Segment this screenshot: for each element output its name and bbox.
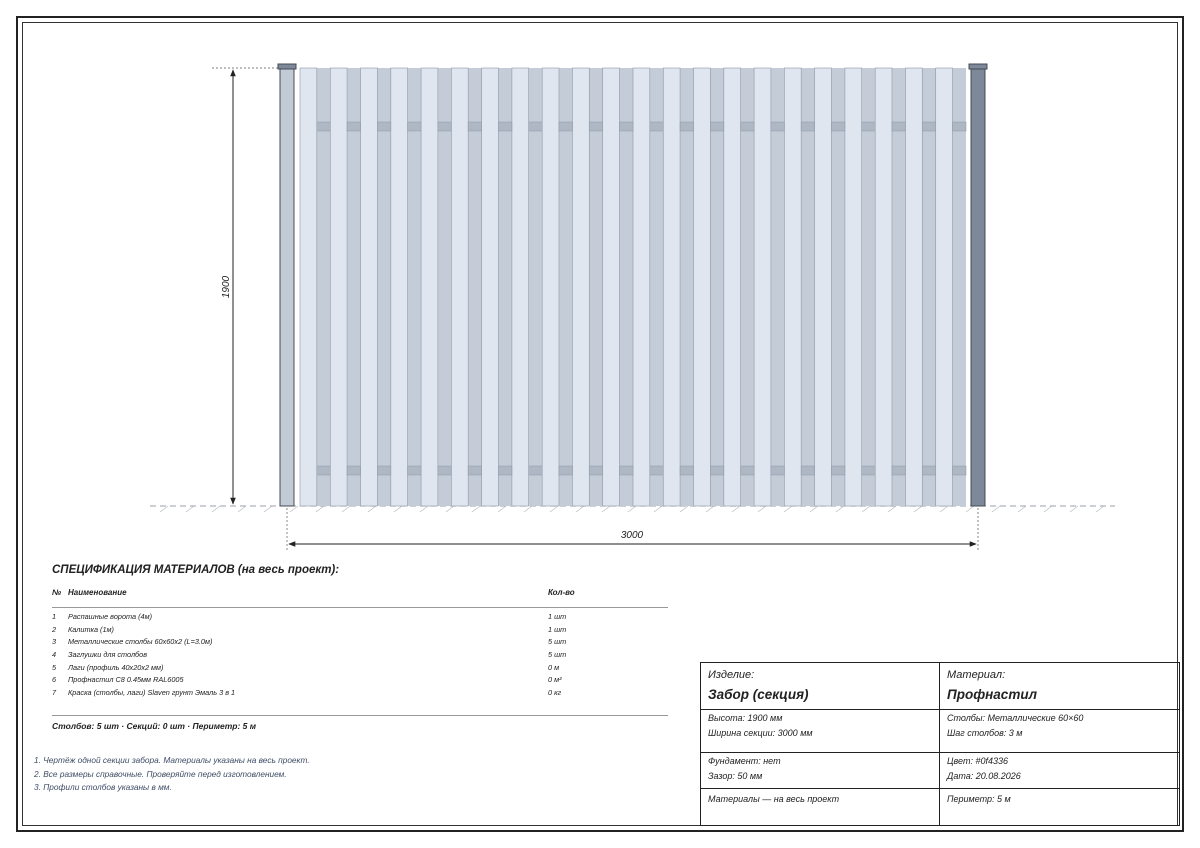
fence-rail-segment [650,122,663,131]
ground-hatch-mark [602,506,610,512]
fence-picket [330,68,347,506]
spec-row-name: Распашные ворота (4м) [68,612,152,621]
spec-row-qty: 0 м [548,662,560,672]
fence-picket [603,68,620,506]
spec-row [52,650,668,663]
fence-rail-segment [953,466,966,475]
spec-row [52,675,668,688]
fence-backing-board [559,68,572,506]
fence-backing-board [317,68,330,506]
title-block-divider-h2 [701,752,1179,753]
ground-hatch-mark [472,506,480,512]
ground-hatch-mark [654,506,662,512]
fence-backing-board [468,68,481,506]
ground-hatch-mark [368,506,376,512]
fence-backing-board [438,68,451,506]
fence-backing-board [771,68,784,506]
ground-hatch-mark [888,506,896,512]
ground-hatch-mark [342,506,350,512]
spec-row-no: 7 [52,688,57,698]
spec-row-qty: 5 шт [548,650,567,660]
fence-picket [724,68,741,506]
fence-rail-segment [862,466,875,475]
ground-hatch-mark [836,506,844,512]
fence-picket [451,68,468,506]
materials-spec [52,564,668,731]
fence-rail-segment [953,122,966,131]
fence-rail-segment [620,122,633,131]
ground-hatch-mark [394,506,402,512]
ground-hatch-mark [992,506,1000,512]
spec-row-no: 1 [52,612,57,621]
posts-value: Столбы: Металлические 60×60 [947,713,1084,723]
fence-rail-segment [559,122,572,131]
fence-rail-segment [529,122,542,131]
fence-backing-board [620,68,633,506]
ground-hatch-mark [810,506,818,512]
title-block [700,662,1180,826]
fence-rail-segment [922,122,935,131]
spec-summary: Столбов: 5 шт · Секций: 0 шт · Периметр: 5 м [52,715,668,731]
fence-rail-segment [438,466,451,475]
width-dimension-label: 3000 [620,530,644,541]
fence-pickets [300,68,966,506]
fence-rail-segment [680,122,693,131]
fence-picket [482,68,499,506]
fence-rail-segment [831,466,844,475]
note-3: 3. Профили столбов указаны в мм. [34,782,172,793]
spec-row-no: 5 [52,662,57,672]
perimeter-value: Периметр: 5 м [947,794,1011,804]
gap-value: Зазор: 50 мм [708,771,763,781]
spec-row-no: 3 [52,637,57,647]
post-cap-left [278,64,296,69]
ground-hatch-mark [784,506,792,512]
fence-rail-segment [529,466,542,475]
ground-hatch-mark [446,506,454,512]
fence-rail-segment [620,466,633,475]
fence-backing-board [529,68,542,506]
fence-backing-board [953,68,966,506]
spec-row-qty: 0 кг [548,688,562,698]
section-width-value: Ширина секции: 3000 мм [708,728,813,738]
ground-hatch-mark [238,506,246,512]
fence-rail-segment [498,122,511,131]
fence-rail-segment [650,466,663,475]
spec-rows [52,608,668,701]
fence-rail-segment [771,466,784,475]
fence-rail-segment [680,466,693,475]
fence-picket [845,68,862,506]
foundation-value: Фундамент: нет [708,756,781,766]
fence-picket [633,68,650,506]
fence-picket [572,68,589,506]
post-right [971,68,985,506]
fence-picket [754,68,771,506]
spec-row-no: 4 [52,650,57,660]
fence-rail-segment [498,466,511,475]
fence-rail-segment [589,466,602,475]
spec-row-qty: 0 м² [548,675,562,685]
spec-row-qty: 1 шт [548,612,567,621]
spec-header [52,588,668,608]
spec-header-name: Наименование [68,588,127,597]
spec-row [52,612,668,625]
fence-picket [784,68,801,506]
spec-row-no: 6 [52,675,57,685]
fence-rail-segment [347,122,360,131]
ground-hatch-mark [290,506,298,512]
fence-rail-segment [831,122,844,131]
ground-hatch-mark [1096,506,1104,512]
spec-row-name: Калитка (1м) [68,624,114,634]
fence-backing-board [710,68,723,506]
ground-hatch-mark [264,506,272,512]
title-block-divider-h3 [701,788,1179,789]
fence-rail-segment [710,466,723,475]
fence-rail-segment [317,466,330,475]
height-value: Высота: 1900 мм [708,713,783,723]
spec-row-name: Лаги (профиль 40x20x2 мм) [68,662,164,672]
ground-hatch-mark [706,506,714,512]
fence-rail-segment [862,122,875,131]
post-step-value: Шаг столбов: 3 м [947,728,1023,738]
fence-backing-board [922,68,935,506]
fence-rail-segment [892,122,905,131]
fence-backing-board [589,68,602,506]
fence-rail-segment [408,466,421,475]
date-value: Дата: 20.08.2026 [947,771,1021,781]
fence-picket [361,68,378,506]
ground-hatch-mark [576,506,584,512]
height-dimension-label: 1900 [221,275,232,299]
ground-hatch-mark [680,506,688,512]
fence-rail-segment [741,122,754,131]
spec-row [52,688,668,701]
ground-hatch-mark [1070,506,1078,512]
drawing-notes [34,754,310,795]
ground-hatch-mark [498,506,506,512]
ground-hatch-mark [732,506,740,512]
ground-hatch-mark [316,506,324,512]
ground-hatch-mark [966,506,974,512]
fence-rail-segment [468,466,481,475]
fence-rail-segment [438,122,451,131]
fence-picket [694,68,711,506]
spec-row [52,637,668,650]
spec-title: СПЕЦИФИКАЦИЯ МАТЕРИАЛОВ (на весь проект): [52,564,340,576]
fence-rail-segment [801,122,814,131]
note-1: 1. Чертёж одной секции забора. Материалы указаны на весь проект. [34,755,310,765]
fence-rail-segment [377,466,390,475]
title-block-divider-v [939,663,940,825]
fence-picket [391,68,408,506]
fence-backing-board [831,68,844,506]
spec-row [52,663,668,676]
title-block-divider-h1 [701,709,1179,710]
fence-backing-board [680,68,693,506]
ground-hatch-mark [914,506,922,512]
ground-hatch-mark [420,506,428,512]
ground-hatch-mark [628,506,636,512]
ground-hatch-mark [940,506,948,512]
fence-backing-board [377,68,390,506]
fence-picket [905,68,922,506]
spec-row [52,625,668,638]
fence-picket [875,68,892,506]
fence-picket [663,68,680,506]
fence-picket [512,68,529,506]
material-value: Профнастил [947,687,1037,702]
fence-rail-segment [559,466,572,475]
fence-backing-board [650,68,663,506]
fence-rail-segment [710,122,723,131]
fence-picket [936,68,953,506]
ground-hatch-mark [524,506,532,512]
fence-backing-board [892,68,905,506]
product-label: Изделие: [708,669,755,681]
fence-backing-board [741,68,754,506]
fence-rail-segment [408,122,421,131]
fence-rail-segment [892,466,905,475]
ground-hatch-mark [1044,506,1052,512]
spec-row-qty: 5 шт [548,637,567,647]
fence-picket [542,68,559,506]
spec-row-qty: 1 шт [548,624,567,634]
fence-rail-segment [317,122,330,131]
spec-row-name: Металлические столбы 60x60x2 (L=3.0м) [68,637,213,647]
product-value: Забор (секция) [708,687,809,702]
fence-rail-segment [771,122,784,131]
ground-hatch-mark [212,506,220,512]
spec-header-no: № [52,588,62,597]
ground-hatch-mark [186,506,194,512]
fence-picket [815,68,832,506]
ground-hatch-mark [862,506,870,512]
fence-rail-segment [377,122,390,131]
fence-backing-board [408,68,421,506]
fence-picket [300,68,317,506]
spec-row-no: 2 [52,624,57,634]
materials-note: Материалы — на весь проект [708,794,840,804]
fence-rail-segment [741,466,754,475]
spec-row-name: Профнастил С8 0.45мм RAL6005 [68,675,184,685]
fence-rail-segment [922,466,935,475]
fence-backing-board [347,68,360,506]
ground-hatch-mark [758,506,766,512]
spec-row-name: Заглушки для столбов [68,650,148,660]
spec-row-name: Краска (столбы, лаги) Slaven грунт Эмаль 3 в 1 [68,688,236,698]
fence-rail-segment [589,122,602,131]
ground-hatch-mark [1018,506,1026,512]
post-left [280,68,294,506]
spec-header-qty: Кол-во [548,588,575,597]
ground-hatch [160,506,1104,512]
ground-hatch-mark [550,506,558,512]
fence-rail-segment [468,122,481,131]
material-label: Материал: [947,669,1006,681]
note-2: 2. Все размеры справочные. Проверяйте перед изготовлением. [34,768,287,779]
post-cap-right [969,64,987,69]
color-value: Цвет: #0f4336 [947,756,1008,766]
fence-backing-board [801,68,814,506]
fence-rail-segment [347,466,360,475]
fence-rail-segment [801,466,814,475]
fence-backing-board [862,68,875,506]
fence-picket [421,68,438,506]
ground-hatch-mark [160,506,168,512]
fence-backing-board [498,68,511,506]
